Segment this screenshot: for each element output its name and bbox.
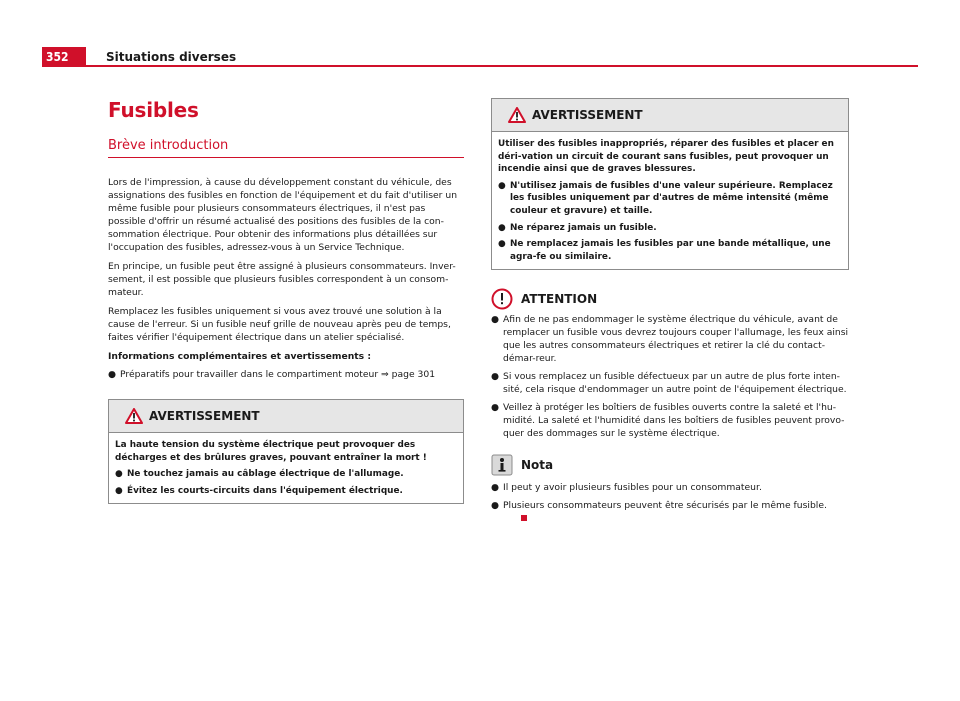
info-heading: Informations complémentaires et avertissements :: [108, 351, 371, 362]
info-note-icon: [491, 454, 513, 476]
intro-paragraph: Lors de l'impression, à cause du développement constant du véhicule, des assignations des fusibles en fonction de l'équipement et du fait d'utiliser un même fusible pour plusieurs consommateurs électriques, il n'est pas possible d'offrir un résumé actualisé des positions des fusibles de la con-sommation électrique. Pour obtenir des informations plus détaillées sur l'occupation des fusibles, adressez-vous à un Service Technique.: [108, 177, 458, 253]
warning-bullet: ● Ne touchez jamais au câblage électrique de l'allumage.: [115, 469, 404, 480]
paragraph-2: En principe, un fusible peut être assigné à plusieurs consommateurs. Inver-sement, il est possible que plusieurs fusibles correspondent à un consom-mateur.: [108, 261, 456, 298]
warning-label: AVERTISSEMENT: [532, 108, 643, 122]
warning-box-left: [108, 399, 464, 504]
warning-intro: Utiliser des fusibles inappropriés, réparer des fusibles et placer en déri-vation un circuit de courant sans fusibles, peut provoquer un incendie ainsi que de graves blessures.: [498, 139, 834, 175]
nota-label: Nota: [521, 458, 554, 473]
attention-bullet: ● Veillez à protéger les boîtiers de fusibles ouverts contre la saleté et l'hu-midité. La saleté et l'humidité dans les boîtiers de fusibles peuvent provo-quer des dommages sur le système électrique.: [491, 402, 845, 440]
subtitle: Brève introduction: [108, 138, 464, 158]
warning-body: [109, 433, 463, 503]
warning-bullet: ● Ne réparez jamais un fusible.: [498, 222, 657, 233]
warning-triangle-icon: [508, 107, 526, 123]
warning-bullet: ● Ne remplacez jamais les fusibles par une bande métallique, une agra-fe ou similaire.: [498, 239, 831, 262]
left-column: [108, 98, 464, 504]
section-title: Situations diverses: [106, 50, 237, 64]
attention-bullet: ● Afin de ne pas endommager le système électrique du véhicule, avant de remplacer un fusible vous devrez toujours couper l'allumage, les feux ainsi que les autres consommateurs électriques et retirer la clé du contact-démar-reur.: [491, 314, 849, 365]
warning-triangle-icon: [125, 408, 143, 424]
nota-header: [491, 454, 849, 476]
warning-header: [492, 99, 848, 132]
warning-bullet: ● Évitez les courts-circuits dans l'équipement électrique.: [115, 485, 403, 496]
attention-header: [491, 288, 849, 310]
warning-label: AVERTISSEMENT: [149, 409, 260, 423]
attention-bullet: ● Si vous remplacez un fusible défectueux par un autre de plus forte inten-sité, cela risque d'endommager un autre point de l'équipement électrique.: [491, 371, 847, 396]
nota-bullet: ● Plusieurs consommateurs peuvent être sécurisés par le même fusible.: [491, 499, 849, 525]
page-header: [42, 47, 918, 67]
warning-intro: La haute tension du système électrique peut provoquer des décharges et des brûlures graves, pouvant entraîner la mort !: [115, 440, 427, 463]
end-of-section-marker: [521, 515, 527, 521]
warning-header: [109, 400, 463, 433]
paragraph-3: Remplacez les fusibles uniquement si vous avez trouvé une solution à la cause de l'erreur. Si un fusible neuf grille de nouveau après peu de temps, faites vérifier l'équipement électrique dans un atelier spécialisé.: [108, 306, 451, 343]
page-link[interactable]: Préparatifs pour travailler dans le compartiment moteur ⇒ page 301: [120, 369, 436, 380]
header-rule: [86, 65, 918, 67]
info-bullet: ● Préparatifs pour travailler dans le compartiment moteur ⇒ page 301: [108, 369, 436, 380]
right-column: [491, 98, 849, 525]
page-title: Fusibles: [108, 98, 199, 122]
attention-label: ATTENTION: [521, 292, 598, 307]
warning-body: [492, 132, 848, 269]
warning-box-right: [491, 98, 849, 270]
warning-bullet: ● N'utilisez jamais de fusibles d'une valeur supérieure. Remplacez les fusibles uniquement par d'autres de même intensité (même couleur et gravure) et taille.: [498, 180, 833, 216]
page-number: 352: [42, 47, 86, 67]
attention-icon: [491, 288, 513, 310]
nota-bullet: ● Il peut y avoir plusieurs fusibles pour un consommateur.: [491, 482, 762, 494]
